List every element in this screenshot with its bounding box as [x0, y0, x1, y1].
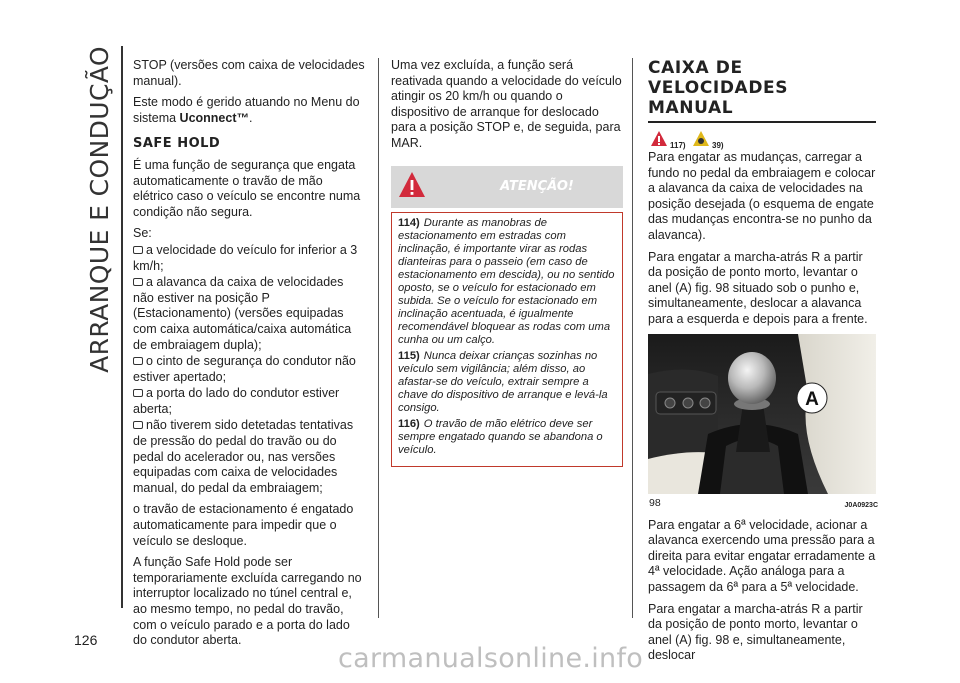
column-divider	[632, 58, 633, 618]
bullet-icon	[133, 278, 143, 286]
title-rule	[648, 121, 876, 123]
warning-item	[398, 350, 617, 415]
bullet-text: a alavanca da caixa de velocidades não estiver na posição P (Estacionamento) (versões equipadas com caixa automática/caixa automática de embraiagem dupla);	[133, 275, 352, 352]
text: .	[249, 110, 253, 125]
watermark: carmanualsonline.info	[338, 643, 644, 674]
bullet-text: não tiverem sido detetadas tentativas de pressão do pedal do travão ou do pedal do acelerador ou, nas versões equipadas com caixa de velocidades manual, do pedal da embraiagem;	[133, 418, 354, 495]
bullet-item	[133, 243, 365, 274]
gear-lever-image	[648, 334, 876, 494]
figure-caption	[648, 494, 880, 510]
paragraph: STOP (versões com caixa de velocidades manual).	[133, 58, 365, 88]
warning-number: 114)	[398, 216, 420, 229]
cross-references	[648, 130, 880, 150]
title-line: MANUAL	[648, 98, 734, 118]
bullet-icon	[133, 246, 143, 254]
paragraph: A função Safe Hold pode ser temporariamente excluída carregando no interruptor localizado no túnel central e, ao mesmo tempo, no pedal do travão, com o veículo parado e a porta do lado do condutor aberta.	[133, 555, 362, 648]
bullet-item	[133, 386, 365, 417]
figure-number: 98	[649, 496, 661, 509]
section-heading: SAFE HOLD	[133, 136, 221, 152]
bullet-icon	[133, 421, 143, 429]
warning-item	[398, 217, 617, 347]
warning-title: ATENÇÃO!	[500, 178, 574, 194]
uconnect-brand: Uconnect™	[179, 110, 249, 125]
warning-number: 115)	[398, 349, 420, 362]
section-title	[648, 58, 880, 118]
bullet-item	[133, 354, 365, 385]
paragraph: É uma função de segurança que engata automaticamente o travão de mão elétrico caso o veículo se encontre numa condição não segura.	[133, 157, 361, 219]
bullet-icon	[133, 389, 143, 397]
chapter-side-title	[80, 46, 120, 586]
warning-text: Nunca deixar crianças sozinhas no veículo sem vigilância; além disso, ao afastar-se do veículo, extrair sempre a chave do dispositivo de arranque e levá-la consigo.	[398, 349, 608, 414]
bullet-icon	[133, 357, 143, 365]
bullet-item	[133, 418, 365, 496]
paragraph: Para engatar as mudanças, carregar a fundo no pedal da embraiagem e colocar a alavanca da caixa de velocidades na posição desejada (o esquema de engate das mudanças encontra-se no punho da alavanca).	[648, 150, 876, 242]
column-divider	[378, 58, 379, 618]
caution-triangle-icon	[692, 130, 710, 148]
caution-ref: 39)	[712, 141, 724, 150]
text: Este modo é gerido atuando no Menu do sistema	[133, 95, 360, 125]
bullet-text: a velocidade do veículo for inferior a 3 km/h;	[133, 242, 358, 273]
warning-triangle-icon	[650, 130, 668, 148]
gear-lever-photo	[648, 334, 876, 494]
warning-text: Durante as manobras de estacionamento em estradas com inclinação, é importante virar as rodas dianteiras para o passeio (em caso de estacionamento em descida), ou no sentido oposto, se o veículo for estacionado em subida. Se o veículo for estacionado em inclinação acentuada, é igualmente recomendável bloquear as rodas com uma cunha ou um calço.	[398, 216, 615, 346]
paragraph: o travão de estacionamento é engatado automaticamente para impedir que o veículo se desloque.	[133, 502, 354, 548]
warning-box	[391, 212, 623, 467]
paragraph: Para engatar a marcha-atrás R a partir da posição de ponto morto, levantar o anel (A) fig. 98 e, simultaneamente, deslocar	[648, 601, 863, 663]
warning-triangle-icon	[397, 170, 427, 200]
warning-header	[391, 166, 623, 208]
chapter-divider	[121, 46, 123, 608]
column-1	[133, 58, 365, 655]
chapter-title-text: ARRANQUE E CONDUÇÃO	[85, 46, 114, 373]
photo-label-a: A	[805, 388, 819, 410]
bullet-item	[133, 275, 365, 353]
title-line: CAIXA DE VELOCIDADES	[648, 58, 789, 98]
bullet-text: o cinto de segurança do condutor não estiver apertado;	[133, 354, 356, 384]
column-2	[391, 58, 623, 467]
warning-number: 116)	[398, 417, 420, 430]
column-3	[648, 58, 880, 670]
warning-ref: 117)	[670, 141, 686, 150]
bullet-text: a porta do lado do condutor estiver aberta;	[133, 386, 340, 416]
warning-item	[398, 418, 617, 457]
figure-code: J0A0923C	[844, 501, 878, 509]
page-number: 126	[74, 632, 98, 648]
paragraph: Se:	[133, 226, 152, 241]
paragraph: Para engatar a 6ª velocidade, acionar a alavanca exercendo uma pressão para a direita para evitar engatar erradamente a 4ª velocidade. Ação análoga para a passagem da 6ª para a 5ª velocidade.	[648, 517, 876, 594]
paragraph: Uma vez excluída, a função será reativada quando a velocidade do veículo atingir os 20 km/h ou quando o dispositivo de arranque for deslocado para a posição STOP e, de seguida, para MAR.	[391, 58, 622, 150]
paragraph: Para engatar a marcha-atrás R a partir da posição de ponto morto, levantar o anel (A) fig. 98 situado sob o punho e, simultaneamente, deslocar a alavanca para a esquerda e depois para a frente.	[648, 249, 868, 326]
warning-text: O travão de mão elétrico deve ser sempre engatado quando se abandona o veículo.	[398, 417, 603, 456]
paragraph	[133, 95, 365, 126]
